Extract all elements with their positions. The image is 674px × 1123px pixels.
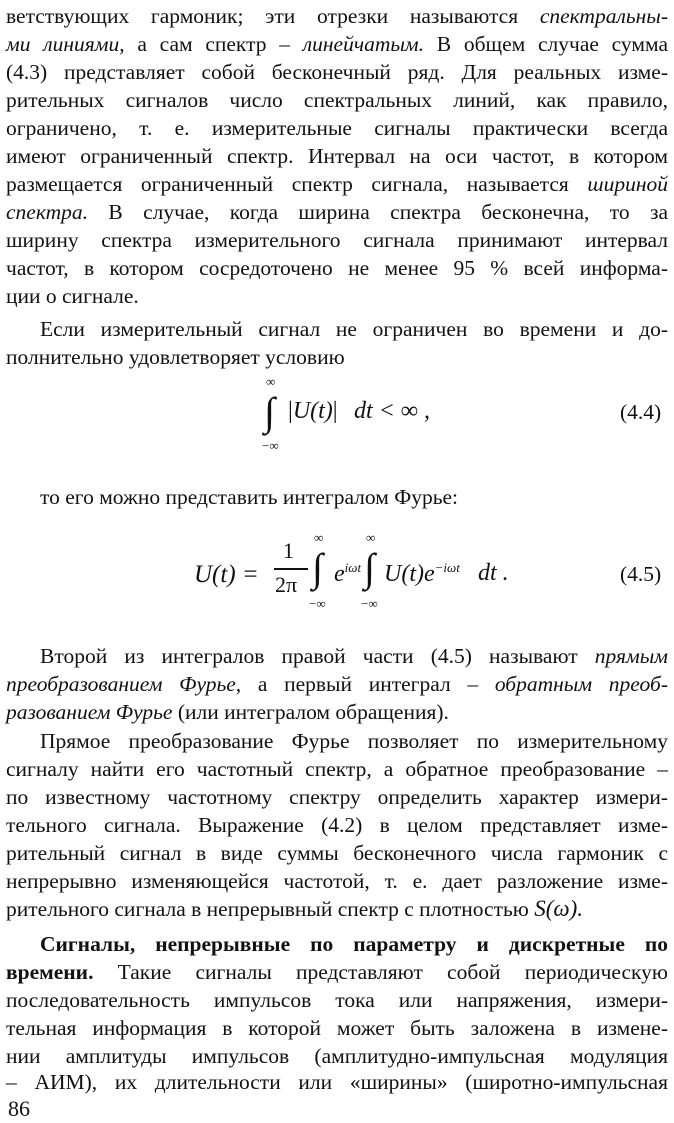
text-line: непрерывно изменяющейся частотой, т. е. дает разложение изме- [6,869,668,893]
text-line: рительный сигнал в виде суммы бесконечного числа гармоник с [6,841,668,865]
text-line: (4.3) представляет собой бесконечный ряд. Для реальных изме- [6,60,668,84]
page-number: 86 [8,1096,30,1121]
text-line: ограничено, т. е. измерительные сигналы практически всегда [6,116,668,140]
text-line: рительного сигнала в непрерывный спектр с плотностью S(ω). [6,896,584,921]
text-line: разованием Фурье (или интегралом обращения). [6,700,449,724]
text-line: ветствующих гармоник; эти отрезки называются спектральны- [6,4,668,28]
equation-number: (4.4) [620,400,662,424]
text-line: последовательность импульсов тока или напряжения, измери- [6,988,668,1012]
text-line: Сигналы, непрерывные по параметру и дискретные по [40,932,668,956]
equation-number: (4.5) [620,562,662,586]
integral-sign: ∫ [312,545,323,590]
text-line: ширину спектра измерительного сигнала принимают интервал [6,228,668,252]
text-line: размещается ограниченный спектр сигнала, называется шириной [6,172,668,196]
text-line: по известному частотному спектру определить характер измери- [6,785,668,809]
integral-sign: ∫ [364,545,375,590]
text-line: частот, в котором сосредоточено не менее 95 % всей информа- [6,256,668,280]
text-line: имеют ограниченный спектр. Интервал на оси частот, в котором [6,144,668,168]
text-line: времени. Такие сигналы представляют собой периодическую [6,960,668,984]
fraction-bar [274,568,308,570]
text-line: ции о сигнале. [6,284,139,308]
text-line: Если измерительный сигнал не ограничен во времени и до- [40,317,668,341]
integral-sign: ∫ [264,389,275,434]
text-line: тельного сигнала. Выражение (4.2) в целом представляет изме- [6,813,668,837]
text-line: Второй из интегралов правой части (4.5) называют прямым [40,644,668,668]
text-line: то его можно представить интегралом Фурье: [40,485,459,509]
text-line: преобразованием Фурье, а первый интеграл – обратным преоб- [6,672,668,696]
text-line: ми линиями, а сам спектр – линейчатым. В общем случае сумма [6,32,668,56]
text-line: спектра. В случае, когда ширина спектра бесконечна, то за [6,200,668,224]
text-line: нии амплитуды импульсов (амплитудно-импульсная модуляция [6,1044,668,1068]
text-line: – АИМ), их длительности или «ширины» (широтно-импульсная [6,1070,668,1094]
text-line: сигналу найти его частотный спектр, а обратное преобразование – [6,757,668,781]
text-line: Прямое преобразование Фурье позволяет по измерительному [40,729,668,753]
text-line: рительных сигналов число спектральных линий, как правило, [6,88,668,112]
text-line: полнительно удовлетворяет условию [6,345,345,369]
text-line: тельная информация в которой может быть заложена в измене- [6,1016,668,1040]
